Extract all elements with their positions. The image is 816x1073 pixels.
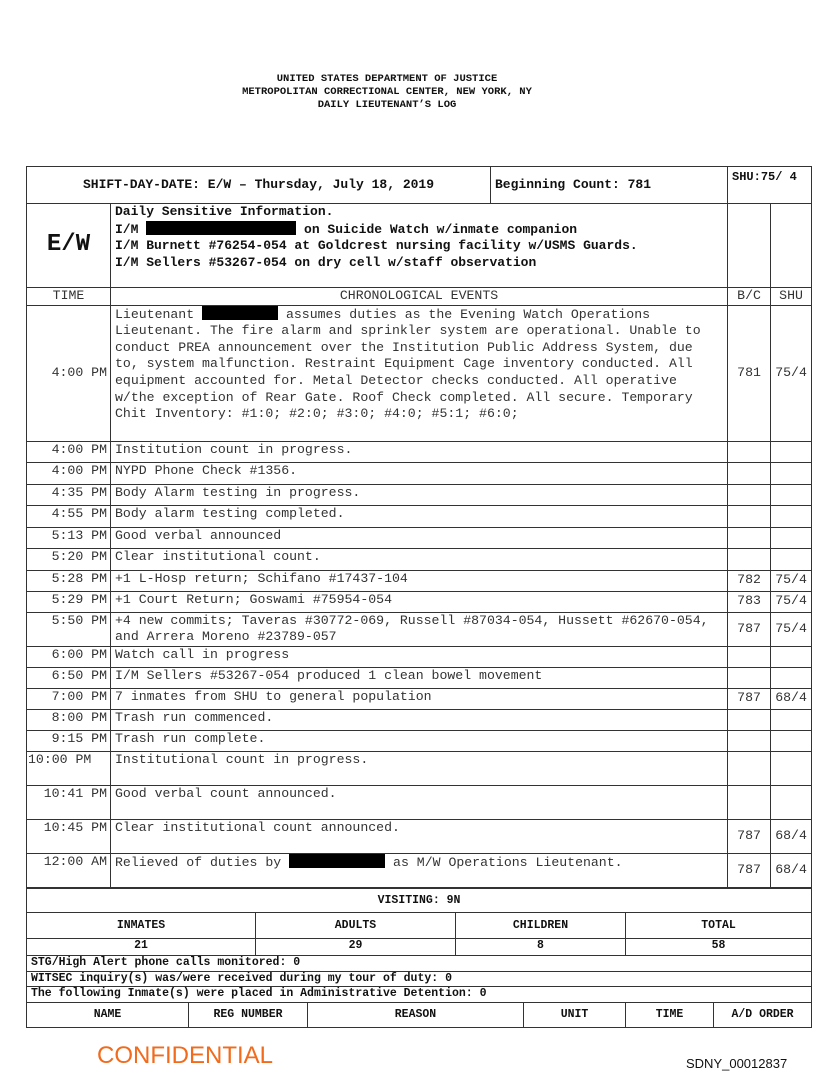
entry-time: 6:50 PM [27, 667, 111, 688]
entry-shu [771, 646, 812, 667]
shu-count: SHU:75/ 4 [728, 167, 812, 204]
entry-shu [771, 548, 812, 570]
entry-event: Institution count in progress. [111, 441, 728, 462]
entry-event: Trash run commenced. [111, 709, 728, 730]
entry-event [111, 853, 728, 887]
entry-time: 4:00 PM [27, 441, 111, 462]
column-headers [27, 288, 812, 306]
confidential-stamp: CONFIDENTIAL [97, 1042, 274, 1069]
table-row [27, 667, 812, 688]
entry-shu [771, 709, 812, 730]
entry-event: Clear institutional count announced. [111, 819, 728, 853]
sensitive-line-3: I/M Sellers #53267-054 on dry cell w/staff observation [115, 254, 537, 270]
entry-text: Relieved of duties by [115, 854, 282, 870]
entry-bc: 787 [728, 612, 771, 646]
visiting-header-inmates: INMATES [27, 913, 256, 939]
entry-bc [728, 505, 771, 527]
entry-bc [728, 462, 771, 484]
table-row [27, 462, 812, 484]
entry-shu: 68/4 [771, 688, 812, 709]
entry-bc [728, 548, 771, 570]
visiting-title: VISITING: 9N [27, 889, 812, 913]
entry-event: Good verbal count announced. [111, 785, 728, 819]
entry-text: assumes duties as the Evening Watch Operations Lieutenant. The fire alarm and sprinkler system are operational. Unable to conduct PREA announcement over the Institution Public Address System, due to, system malfunction. Restraint Equipment Cage inventory conducted. All equipment accounted for. Metal Detector checks conducted. All operative w/the exception of Rear Gate. Roof Check completed. All secure. Temporary Chit Inventory: #1:0; #2:0; #3:0; #4:0; #5:1; #6:0; [115, 306, 701, 422]
visiting-inmates: 21 [27, 939, 256, 956]
entry-text: Lieutenant [115, 306, 195, 322]
log-table [26, 166, 812, 888]
visiting-header-children: CHILDREN [456, 913, 626, 939]
entry-event: Watch call in progress [111, 646, 728, 667]
entry-event: Good verbal announced [111, 527, 728, 548]
entry-bc [728, 730, 771, 751]
entry-time: 6:00 PM [27, 646, 111, 667]
entry-event: Body Alarm testing in progress. [111, 484, 728, 505]
header-reg-number: REG NUMBER [189, 1003, 308, 1028]
entry-bc [728, 667, 771, 688]
entry-bc: 787 [728, 853, 771, 887]
entry-text: as M/W Operations Lieutenant. [393, 854, 623, 870]
header-log-title: DAILY LIEUTENANT’S LOG [317, 99, 457, 111]
entry-shu [771, 527, 812, 548]
entry-event: I/M Sellers #53267-054 produced 1 clean bowel movement [111, 667, 728, 688]
redaction [202, 306, 278, 320]
table-row [27, 505, 812, 527]
sensitive-info-row [27, 204, 812, 288]
entry-bc [728, 646, 771, 667]
header-name: NAME [27, 1003, 189, 1028]
entry-time: 8:00 PM [27, 709, 111, 730]
entry-event: Clear institutional count. [111, 548, 728, 570]
table-row [27, 688, 812, 709]
witsec-note: WITSEC inquiry(s) was/were received during my tour of duty: 0 [27, 972, 812, 987]
entry-bc: 783 [728, 591, 771, 612]
entry-time: 12:00 AM [27, 853, 111, 887]
table-row [27, 441, 812, 462]
entry-bc: 781 [728, 305, 771, 441]
entry-bc: 787 [728, 688, 771, 709]
entry-time: 5:28 PM [27, 570, 111, 591]
sensitive-line-1-text: on Suicide Watch w/inmate companion [304, 221, 578, 237]
sensitive-info [111, 204, 728, 288]
shu-cell [771, 204, 812, 288]
col-time: TIME [27, 288, 111, 306]
table-row [27, 305, 812, 441]
table-row [27, 484, 812, 505]
entry-time: 4:00 PM [27, 462, 111, 484]
bates-number: SDNY_00012837 [686, 1056, 788, 1071]
entry-shu: 68/4 [771, 819, 812, 853]
entry-event [111, 305, 728, 441]
visiting-header-adults: ADULTS [256, 913, 456, 939]
entry-bc [728, 785, 771, 819]
entry-shu: 75/4 [771, 612, 812, 646]
entry-bc [728, 709, 771, 730]
shift-row [27, 167, 812, 204]
entry-bc: 787 [728, 819, 771, 853]
table-row [27, 709, 812, 730]
entry-shu [771, 785, 812, 819]
table-row [27, 785, 812, 819]
entry-shu: 75/4 [771, 570, 812, 591]
table-row [27, 751, 812, 785]
visiting-header-total: TOTAL [626, 913, 812, 939]
entry-bc [728, 441, 771, 462]
sensitive-line-2: I/M Burnett #76254-054 at Goldcrest nursing facility w/USMS Guards. [115, 238, 638, 253]
table-row [27, 819, 812, 853]
bc-cell [728, 204, 771, 288]
entry-event: 7 inmates from SHU to general population [111, 688, 728, 709]
entry-bc [728, 484, 771, 505]
header-unit: UNIT [524, 1003, 626, 1028]
entry-event: Institutional count in progress. [111, 751, 728, 785]
entry-time: 7:00 PM [27, 688, 111, 709]
table-row [27, 591, 812, 612]
entry-shu [771, 462, 812, 484]
entry-bc: 782 [728, 570, 771, 591]
entry-shu [771, 505, 812, 527]
entry-shu [771, 667, 812, 688]
entry-event: +1 Court Return; Goswami #75954-054 [111, 591, 728, 612]
entry-bc [728, 751, 771, 785]
entry-time: 10:45 PM [27, 819, 111, 853]
redaction [146, 221, 296, 235]
entry-shu: 75/4 [771, 305, 812, 441]
stg-note: STG/High Alert phone calls monitored: 0 [27, 956, 812, 972]
entry-event: +1 L-Hosp return; Schifano #17437-104 [111, 570, 728, 591]
col-bc: B/C [728, 288, 771, 306]
redaction [289, 854, 385, 868]
table-row [27, 646, 812, 667]
entry-time: 5:29 PM [27, 591, 111, 612]
entry-time: 5:20 PM [27, 548, 111, 570]
visiting-children: 8 [456, 939, 626, 956]
entry-time: 4:55 PM [27, 505, 111, 527]
col-events: CHRONOLOGICAL EVENTS [111, 288, 728, 306]
header-facility: METROPOLITAN CORRECTIONAL CENTER, NEW YORK, NY [242, 86, 532, 98]
entry-shu [771, 751, 812, 785]
entry-shu [771, 441, 812, 462]
header-ad-order: A/D ORDER [714, 1003, 812, 1028]
table-row [27, 570, 812, 591]
entry-time: 5:13 PM [27, 527, 111, 548]
visiting-table [26, 888, 812, 1028]
table-row [27, 853, 812, 887]
shift-date: SHIFT-DAY-DATE: E/W – Thursday, July 18, 2019 [27, 167, 491, 204]
visiting-total: 58 [626, 939, 812, 956]
header-time: TIME [626, 1003, 714, 1028]
header-reason: REASON [308, 1003, 524, 1028]
sensitive-line-1 [115, 221, 723, 239]
sensitive-line-1-prefix: I/M [115, 221, 139, 237]
entry-shu: 75/4 [771, 591, 812, 612]
detention-note: The following Inmate(s) were placed in Administrative Detention: 0 [27, 987, 812, 1003]
entry-time: 4:35 PM [27, 484, 111, 505]
entry-event: +4 new commits; Taveras #30772-069, Russell #87034-054, Hussett #62670-054, and Arrera Moreno #23789-057 [111, 612, 728, 646]
entry-time: 10:00 PM [27, 751, 111, 785]
entry-time: 5:50 PM [27, 612, 111, 646]
entry-event: Body alarm testing completed. [111, 505, 728, 527]
visiting-adults: 29 [256, 939, 456, 956]
table-row [27, 730, 812, 751]
entry-bc [728, 527, 771, 548]
table-row [27, 527, 812, 548]
document-header [0, 73, 774, 112]
entry-time: 10:41 PM [27, 785, 111, 819]
col-shu: SHU [771, 288, 812, 306]
entry-shu [771, 484, 812, 505]
watch-label: E/W [27, 204, 111, 288]
entry-event: NYPD Phone Check #1356. [111, 462, 728, 484]
sensitive-title: Daily Sensitive Information. [115, 204, 334, 219]
header-agency: UNITED STATES DEPARTMENT OF JUSTICE [276, 73, 498, 85]
table-row [27, 612, 812, 646]
entry-shu [771, 730, 812, 751]
entry-event: Trash run complete. [111, 730, 728, 751]
beginning-count: Beginning Count: 781 [491, 167, 728, 204]
table-row [27, 548, 812, 570]
entry-shu: 68/4 [771, 853, 812, 887]
entry-time: 4:00 PM [27, 305, 111, 441]
entry-time: 9:15 PM [27, 730, 111, 751]
